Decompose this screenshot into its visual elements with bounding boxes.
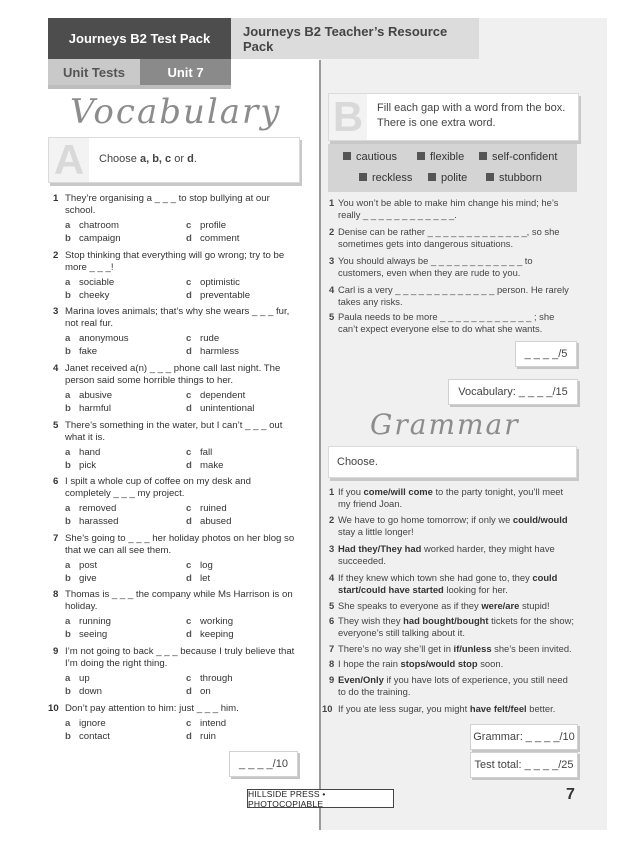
word-item: self-confident <box>479 151 557 163</box>
question-stem <box>53 363 297 387</box>
option-c[interactable]: c log <box>186 560 213 571</box>
gap-question <box>329 311 570 335</box>
column-divider <box>319 60 321 830</box>
question-text: You should always be _ _ _ _ _ _ _ _ _ _ _ _ to customers, even when they are rude to you. <box>338 255 533 278</box>
question-text: Don’t pay attention to him: just _ _ _ him. <box>65 703 239 714</box>
option-b[interactable]: b give <box>65 572 97 584</box>
word-item: reckless <box>359 172 412 184</box>
page-number: 7 <box>566 786 575 803</box>
option-d[interactable]: d comment <box>186 232 240 244</box>
grammar-score: Grammar: _ _ _ _/10 <box>470 724 578 750</box>
section-b-instruction-box <box>328 93 579 141</box>
option-b[interactable]: b fake <box>65 345 98 357</box>
grammar-question <box>329 514 576 538</box>
question-text: I spilt a whole cup of coffee on my desk and completely _ _ _ my project. <box>65 476 251 499</box>
section-a-score: _ _ _ _/10 <box>229 751 298 777</box>
answer-choice[interactable]: had bought/bought <box>403 615 489 626</box>
question-text: I’m not going to back _ _ _ because I truly believe that I’m doing the right thing. <box>65 646 295 669</box>
question-stem <box>53 250 297 274</box>
answer-options <box>65 390 112 415</box>
question-number: 10 <box>322 703 333 714</box>
option-d[interactable]: d make <box>186 459 224 471</box>
question-number: 3 <box>329 255 335 266</box>
question-stem <box>53 193 297 217</box>
answer-choice[interactable]: have felt/feel <box>469 703 527 714</box>
answer-options <box>186 718 226 743</box>
option-d[interactable]: d keeping <box>186 628 234 640</box>
question-text: There’s something in the water, but I can’t _ _ _ out what it is. <box>65 420 283 443</box>
question-text-pre: I hope the rain <box>338 658 401 669</box>
answer-choice[interactable]: stops/would stop <box>400 658 478 669</box>
option-d[interactable]: d unintentional <box>186 402 255 414</box>
question-stem <box>53 533 297 557</box>
gap-question <box>329 255 570 279</box>
question-number: 9 <box>329 674 335 685</box>
option-b[interactable]: b harmful <box>65 402 111 414</box>
option-b[interactable]: b contact <box>65 730 110 742</box>
grammar-title: Grammar <box>370 408 520 441</box>
question-stem <box>53 646 297 670</box>
question-number: 7 <box>329 643 335 654</box>
option-b[interactable]: b seeing <box>65 628 108 640</box>
question-number: 4 <box>329 572 335 583</box>
option-a[interactable]: a post <box>65 560 98 571</box>
answer-choice[interactable]: if/unless <box>453 643 492 654</box>
question-stem <box>48 703 297 715</box>
question-number: 4 <box>53 363 59 374</box>
answer-options <box>186 333 239 358</box>
answer-choice[interactable]: Had they/They had <box>338 543 422 554</box>
option-b[interactable]: b down <box>65 685 102 697</box>
question-text-post: stupid! <box>519 600 550 611</box>
section-a-instruction-box <box>48 137 300 183</box>
question-number: 1 <box>53 193 59 204</box>
question-text: Thomas is _ _ _ the company while Ms Harrison is on holiday. <box>65 589 293 612</box>
word-item: polite <box>428 172 467 184</box>
gap-question <box>329 197 570 221</box>
question-text-post: tickets for the show; everyone’s still talking about it. <box>338 615 574 638</box>
question-text-pre: She speaks to everyone as if they <box>338 600 482 611</box>
answer-options <box>186 673 233 698</box>
gap-question <box>329 284 570 308</box>
option-a[interactable]: a running <box>65 616 112 627</box>
question-stem <box>53 306 297 330</box>
publisher-footer: HILLSIDE PRESS • PHOTOCOPIABLE <box>247 789 394 808</box>
answer-choice[interactable]: could/would <box>512 514 568 525</box>
option-a[interactable]: a ignore <box>65 718 106 729</box>
question-number: 4 <box>329 284 335 295</box>
gap-question <box>329 226 570 250</box>
vocabulary-title: Vocabulary <box>70 92 282 132</box>
question-text-post: if you have lots of experience, you still need to do the training. <box>338 674 568 697</box>
word-item: flexible <box>417 151 464 163</box>
question-number: 1 <box>329 486 335 497</box>
test-total: Test total: _ _ _ _/25 <box>470 752 578 778</box>
option-a[interactable]: a sociable <box>65 277 115 288</box>
answer-options <box>65 503 118 528</box>
vocabulary-total: Vocabulary: _ _ _ _/15 <box>448 379 578 405</box>
resource-pack-title: Journeys B2 Teacher’s Resource Pack <box>231 18 479 59</box>
answer-choice[interactable]: Even/Only <box>338 674 384 685</box>
question-text-pre: If they knew which town she had gone to, they <box>338 572 533 583</box>
question-text: You won’t be able to make him change his mind; he’s really _ _ _ _ _ _ _ _ _ _ _ _. <box>338 197 559 220</box>
question-text-pre: If you <box>338 486 364 497</box>
grammar-question <box>329 543 576 567</box>
option-d[interactable]: d harmless <box>186 345 239 357</box>
question-number: 6 <box>329 615 335 626</box>
question-number: 2 <box>329 514 335 525</box>
question-text-pre: There’s no way she’ll get in <box>338 643 454 654</box>
answer-options <box>65 333 129 358</box>
grammar-question <box>329 643 576 655</box>
question-number: 5 <box>329 600 335 611</box>
option-c[interactable]: c dependent <box>186 390 246 401</box>
question-stem <box>53 420 297 444</box>
grammar-instruction: Choose. <box>328 446 577 478</box>
option-b[interactable]: b campaign <box>65 232 121 244</box>
question-number: 3 <box>329 543 335 554</box>
option-c[interactable]: c intend <box>186 718 227 729</box>
question-number: 8 <box>329 658 335 669</box>
section-b-score: _ _ _ _/5 <box>515 341 577 367</box>
grammar-question <box>322 703 576 715</box>
test-pack-title: Journeys B2 Test Pack <box>48 18 231 59</box>
question-text: Janet received a(n) _ _ _ phone call last night. The person said some horrible things to her. <box>65 363 281 386</box>
answer-options <box>186 447 223 472</box>
answer-options <box>186 503 231 528</box>
option-c[interactable]: c profile <box>186 220 227 231</box>
question-text-post: soon. <box>477 658 504 669</box>
question-text-post: she’s been invited. <box>491 643 572 654</box>
answer-options <box>65 673 102 698</box>
tab-unit: Unit 7 <box>140 59 231 85</box>
question-text-post: worked harder, they might have succeeded. <box>338 543 555 566</box>
question-number: 3 <box>53 306 59 317</box>
question-number: 10 <box>48 703 59 714</box>
grammar-question <box>329 572 576 596</box>
question-text-post: looking for her. <box>443 583 508 595</box>
question-text: She’s going to _ _ _ her holiday photos on her blog so that we can all see them. <box>65 533 295 556</box>
answer-options <box>65 447 100 472</box>
option-a[interactable]: a abusive <box>65 390 113 401</box>
option-d[interactable]: d preventable <box>186 289 251 301</box>
option-d[interactable]: d abused <box>186 515 232 527</box>
word-box <box>328 144 577 192</box>
question-text: Carl is a very _ _ _ _ _ _ _ _ _ _ _ _ _ person. He rarely takes any risks. <box>338 284 569 307</box>
option-b[interactable]: b pick <box>65 459 97 471</box>
question-stem <box>53 476 297 500</box>
question-number: 8 <box>53 589 59 600</box>
answer-options <box>186 560 213 585</box>
answer-choice[interactable]: could start/could have started <box>338 572 558 595</box>
answer-options <box>186 616 234 641</box>
option-d[interactable]: d ruin <box>186 730 216 742</box>
answer-options <box>186 220 239 245</box>
answer-options <box>186 277 250 302</box>
option-a[interactable]: a hand <box>65 447 101 458</box>
word-item: stubborn <box>486 172 542 184</box>
grammar-question <box>329 674 576 698</box>
option-d[interactable]: d on <box>186 685 211 697</box>
question-number: 6 <box>53 476 59 487</box>
option-a[interactable]: a chatroom <box>65 220 119 231</box>
question-stem <box>53 589 297 613</box>
section-b-letter: B <box>329 94 367 140</box>
option-c[interactable]: c through <box>186 673 233 684</box>
option-c[interactable]: c working <box>186 616 234 627</box>
section-a-instruction: Choose a, b, c or d. <box>99 153 197 165</box>
answer-choice[interactable]: were/are <box>481 600 520 611</box>
grammar-question <box>329 658 576 670</box>
question-text-pre: We have to go home tomorrow; if only we <box>338 514 513 525</box>
question-number: 2 <box>329 226 335 237</box>
question-text-post: stay a little longer! <box>338 525 414 537</box>
question-number: 2 <box>53 250 59 261</box>
option-b[interactable]: b harassed <box>65 515 119 527</box>
question-text-pre: They wish they <box>338 615 404 626</box>
option-c[interactable]: c optimistic <box>186 277 240 288</box>
answer-options <box>65 718 110 743</box>
question-text-post: better. <box>526 703 556 714</box>
answer-options <box>65 560 97 585</box>
word-item: cautious <box>343 151 397 163</box>
answer-options <box>186 390 254 415</box>
option-b[interactable]: b cheeky <box>65 289 110 301</box>
option-c[interactable]: c ruined <box>186 503 227 514</box>
grammar-question <box>329 600 576 612</box>
section-b-instruction: Fill each gap with a word from the box. There is one extra word. <box>377 102 566 129</box>
option-a[interactable]: a anonymous <box>65 333 129 344</box>
question-number: 9 <box>53 646 59 657</box>
question-text: Stop thinking that everything will go wrong; try to be more _ _ _! <box>65 250 285 273</box>
question-text: Denise can be rather _ _ _ _ _ _ _ _ _ _ _ _ _, so she sometimes gets into dangerous situations. <box>338 226 560 249</box>
question-text: Paula needs to be more _ _ _ _ _ _ _ _ _ _ _ _ ; she can’t expect everyone else to do what she wants. <box>338 311 555 334</box>
option-c[interactable]: c rude <box>186 333 220 344</box>
header-shadow <box>48 85 231 89</box>
question-text: They’re organising a _ _ _ to stop bullying at our school. <box>65 193 270 216</box>
grammar-question <box>329 486 576 510</box>
option-d[interactable]: d let <box>186 572 211 584</box>
option-a[interactable]: a removed <box>65 503 117 514</box>
question-number: 7 <box>53 533 59 544</box>
answer-options <box>65 220 121 245</box>
question-text-pre: If you ate less sugar, you might <box>338 703 470 714</box>
section-a-letter: A <box>49 138 89 182</box>
option-a[interactable]: a up <box>65 673 90 684</box>
question-number: 5 <box>53 420 59 431</box>
question-number: 5 <box>329 311 335 322</box>
tab-unit-tests: Unit Tests <box>48 59 140 85</box>
option-c[interactable]: c fall <box>186 447 213 458</box>
grammar-question <box>329 615 576 639</box>
answer-options <box>65 277 114 302</box>
answer-choice[interactable]: come/will come <box>363 486 433 497</box>
answer-options <box>65 616 111 641</box>
question-number: 1 <box>329 197 335 208</box>
question-text: Marina loves animals; that’s why she wears _ _ _ fur, not real fur. <box>65 306 290 329</box>
question-text-post: to the party tonight, you’ll meet my friend Joan. <box>338 486 564 509</box>
